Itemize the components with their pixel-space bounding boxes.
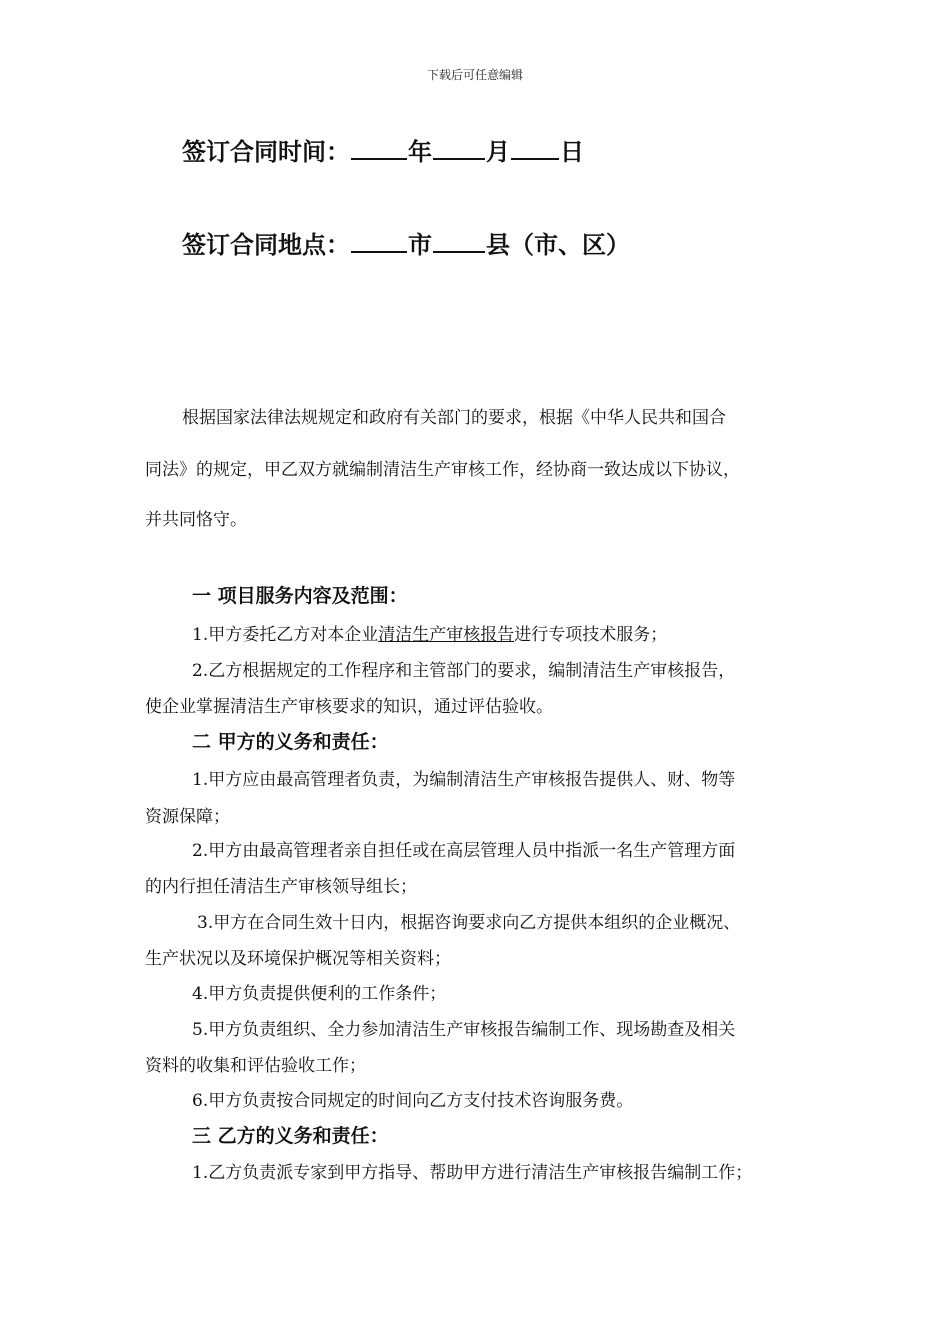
section1-item1-pre: 1.甲方委托乙方对本企业 [192,625,379,645]
sign-place-line [182,225,630,260]
section1-item1 [192,620,852,645]
preamble-line-3: 并共同恪守。 [145,510,247,530]
preamble-line-2: 同法》的规定，甲乙双方就编制清洁生产审核工作，经协商一致达成以下协议， [145,460,740,480]
audit-report-link: 清洁生产审核报告 [378,625,515,645]
section2-item4: 4.甲方负责提供便利的工作条件； [192,984,447,1004]
year-label: 年 [408,138,432,166]
section2-item1-line-1: 1.甲方应由最高管理者负责，为编制清洁生产审核报告提供人、财、物等 [192,770,736,790]
section3-item1: 1.乙方负责派专家到甲方指导、帮助甲方进行清洁生产审核报告编制工作； [192,1163,753,1183]
section3-title: 三 乙方的义务和责任： [192,1125,389,1147]
city-label: 市 [408,231,432,259]
section2-item6: 6.甲方负责按合同规定的时间向乙方支付技术咨询服务费。 [192,1091,634,1111]
month-label: 月 [486,138,510,166]
section1-title: 一 项目服务内容及范围： [192,585,408,607]
city-blank[interactable] [351,229,407,253]
day-label: 日 [560,138,584,166]
section2-item3-line-1: 3.甲方在合同生效十日内，根据咨询要求向乙方提供本组织的企业概况、 [197,913,741,933]
sign-place-label: 签订合同地点： [182,231,350,259]
sign-time-line [182,132,584,167]
header-note: 下载后可任意编辑 [426,68,523,82]
day-blank[interactable] [511,136,559,160]
county-label: 县（市、区） [486,231,630,259]
section2-item3-line-2: 生产状况以及环境保护概况等相关资料； [145,949,451,969]
county-blank[interactable] [433,229,485,253]
preamble-line-1: 根据国家法律法规规定和政府有关部门的要求，根据《中华人民共和国合 [182,408,726,428]
section2-item5-line-2: 资料的收集和评估验收工作； [145,1056,366,1076]
sign-time-label: 签订合同时间： [182,138,350,166]
section2-item5-line-1: 5.甲方负责组织、全力参加清洁生产审核报告编制工作、现场勘查及相关 [192,1020,736,1040]
year-blank[interactable] [351,136,407,160]
section2-item2-line-1: 2.甲方由最高管理者亲自担任或在高层管理人员中指派一名生产管理方面 [192,841,736,861]
section2-item1-line-2: 资源保障； [145,807,230,827]
section1-item2-line-2: 使企业掌握清洁生产审核要求的知识，通过评估验收。 [145,697,553,717]
section2-item2-line-2: 的内行担任清洁生产审核领导组长； [145,877,417,897]
month-blank[interactable] [433,136,485,160]
section2-title: 二 甲方的义务和责任： [192,731,389,753]
section1-item2-line-1: 2.乙方根据规定的工作程序和主管部门的要求，编制清洁生产审核报告， [192,661,736,681]
section1-item1-post: 进行专项技术服务； [514,625,668,645]
